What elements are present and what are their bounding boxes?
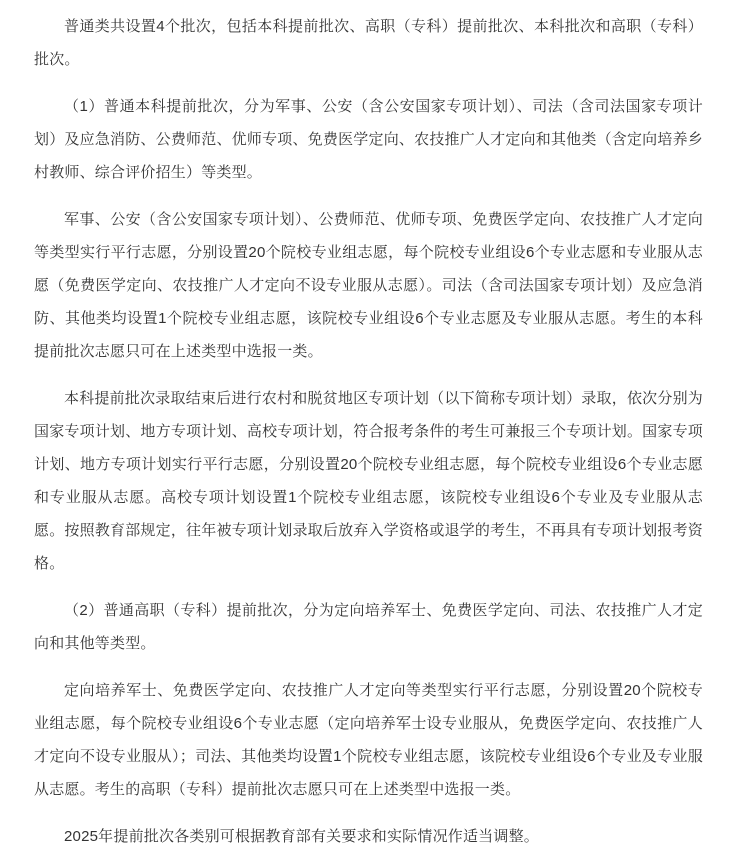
paragraph-special-plan-rules: 本科提前批次录取结束后进行农村和脱贫地区专项计划（以下简称专项计划）录取，依次分别为国家专项计划、地方专项计划、高校专项计划，符合报考条件的考生可兼报三个专项计划。国家专项计划、地方专项计划实行平行志愿，分别设置20个院校专业组志愿，每个院校专业组设6个专业志愿和专业服从志愿。高校专项计划设置1个院校专业组志愿，该院校专业组设6个专业及专业服从志愿。按照教育部规定，往年被专项计划录取后放弃入学资格或退学的考生，不再具有专项计划报考资格。 (34, 390, 703, 572)
paragraph-adjustment-note: 2025年提前批次各类别可根据教育部有关要求和实际情况作适当调整。 (64, 828, 539, 845)
paragraph-batch-overview: 普通类共设置4个批次，包括本科提前批次、高职（专科）提前批次、本科批次和高职（专科）批次。 (34, 18, 703, 68)
paragraph-vocational-early-batch-types: （2）普通高职（专科）提前批次，分为定向培养军士、免费医学定向、司法、农技推广人才定向和其他等类型。 (34, 602, 703, 652)
paragraph-vocational-volunteer-rules: 定向培养军士、免费医学定向、农技推广人才定向等类型实行平行志愿，分别设置20个院校专业组志愿，每个院校专业组设6个专业志愿（定向培养军士设专业服从，免费医学定向、农技推广人才定向不设专业服从）；司法、其他类均设置1个院校专业组志愿，该院校专业组设6个专业及专业服从志愿。考生的高职（专科）提前批次志愿只可在上述类型中选报一类。 (34, 682, 703, 798)
paragraph-undergraduate-early-batch-types: （1）普通本科提前批次，分为军事、公安（含公安国家专项计划）、司法（含司法国家专项计划）及应急消防、公费师范、优师专项、免费医学定向、农技推广人才定向和其他类（含定向培养乡村教师、综合评价招生）等类型。 (34, 98, 703, 181)
paragraph-parallel-volunteer-rules: 军事、公安（含公安国家专项计划）、公费师范、优师专项、免费医学定向、农技推广人才定向等类型实行平行志愿，分别设置20个院校专业组志愿，每个院校专业组设6个专业志愿和专业服从志愿（免费医学定向、农技推广人才定向不设专业服从志愿）。司法（含司法国家专项计划）及应急消防、其他类均设置1个院校专业组志愿，该院校专业组设6个专业志愿及专业服从志愿。考生的本科提前批次志愿只可在上述类型中选报一类。 (34, 211, 703, 360)
